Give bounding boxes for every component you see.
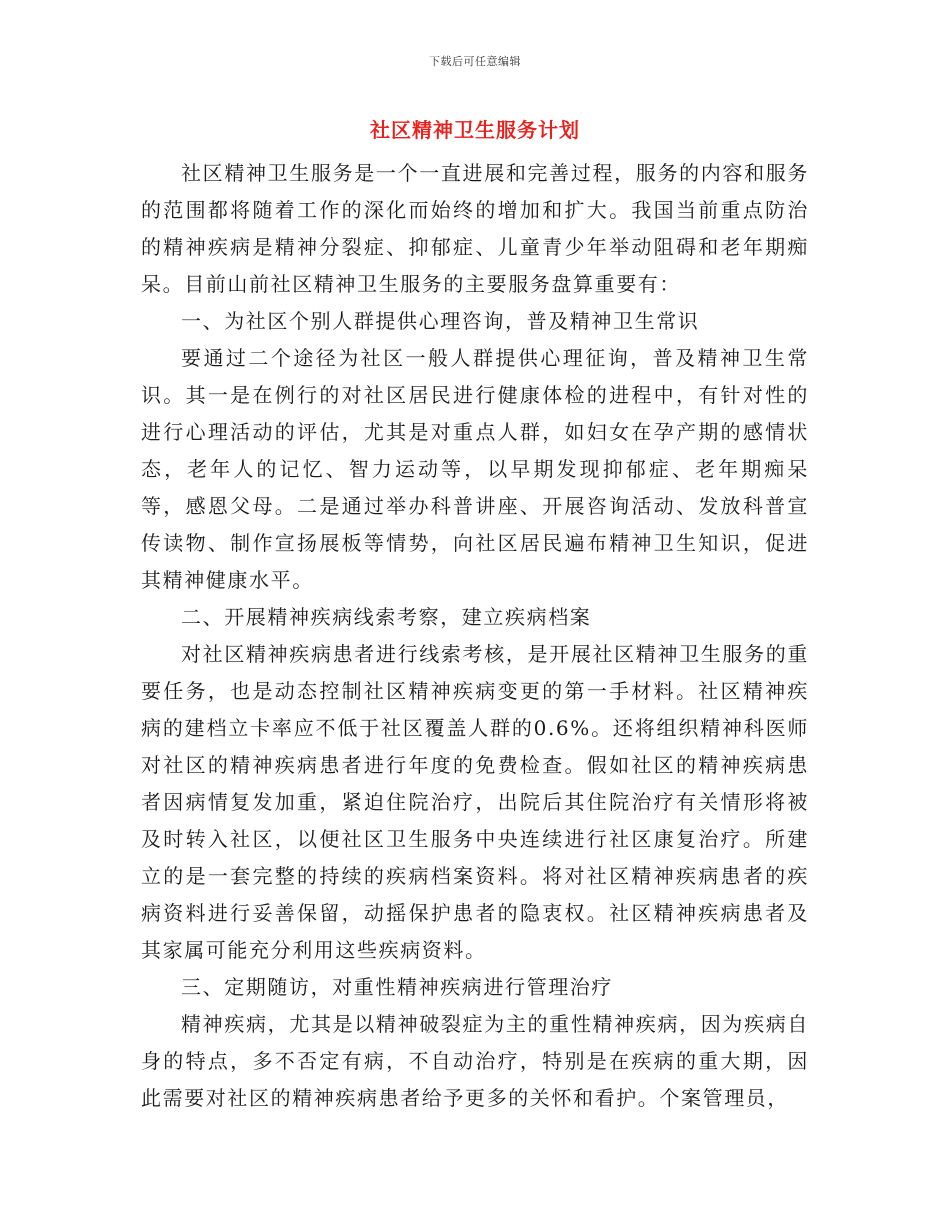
- paragraph-intro: 社区精神卫生服务是一个一直进展和完善过程，服务的内容和服务的范围都将随着工作的深化而始终的增加和扩大。我国当前重点防治的精神疾病是精神分裂症、抑郁症、儿童青少年举动阻碍和老年期痴呆。目前山前社区精神卫生服务的主要服务盘算重要有：: [141, 161, 809, 296]
- document-title: 社区精神卫生服务计划: [370, 118, 580, 142]
- document-body: [141, 155, 809, 1117]
- paragraph-section-2: 对社区精神疾病患者进行线索考核，是开展社区精神卫生服务的重要任务，也是动态控制社区精神疾病变更的第一手材料。社区精神疾病的建档立卡率应不低于社区覆盖人群的0.6%。还将组织精神科医师对社区的精神疾病患者进行年度的免费检查。假如社区的精神疾病患者因病情复发加重，紧迫住院治疗，出院后其住院治疗有关情形将被及时转入社区，以便社区卫生服务中央连续进行社区康复治疗。所建立的是一套完整的持续的疾病档案资料。将对社区精神疾病患者的疾病资料进行妥善保留，动摇保护患者的隐衷权。社区精神疾病患者及其家属可能充分利用这些疾病资料。: [141, 642, 809, 962]
- paragraph-section-1: 要通过二个途径为社区一般人群提供心理征询，普及精神卫生常识。其一是在例行的对社区居民进行健康体检的进程中，有针对性的进行心理活动的评估，尤其是对重点人群，如妇女在孕产期的感情状态，老年人的记忆、智力运动等，以早期发现抑郁症、老年期痴呆等，感恩父母。二是通过举办科普讲座、开展咨询活动、发放科普宣传读物、制作宣扬展板等情势，向社区居民遍布精神卫生知识，促进其精神健康水平。: [141, 346, 809, 592]
- header-note: 下载后可任意编辑: [429, 55, 521, 68]
- paragraph-section-3: 精神疾病，尤其是以精神破裂症为主的重性精神疾病，因为疾病自身的特点，多不否定有病，不自动治疗，特别是在疾病的重大期，因此需要对社区的精神疾病患者给予更多的关怀和看护。个案管理员，: [141, 1012, 809, 1110]
- section-heading-3: 三、定期随访，对重性精神疾病进行管理治疗: [181, 975, 613, 999]
- section-heading-1: 一、为社区个别人群提供心理咨询，普及精神卫生常识: [181, 309, 700, 333]
- section-heading-2: 二、开展精神疾病线索考察，建立疾病档案: [181, 605, 592, 629]
